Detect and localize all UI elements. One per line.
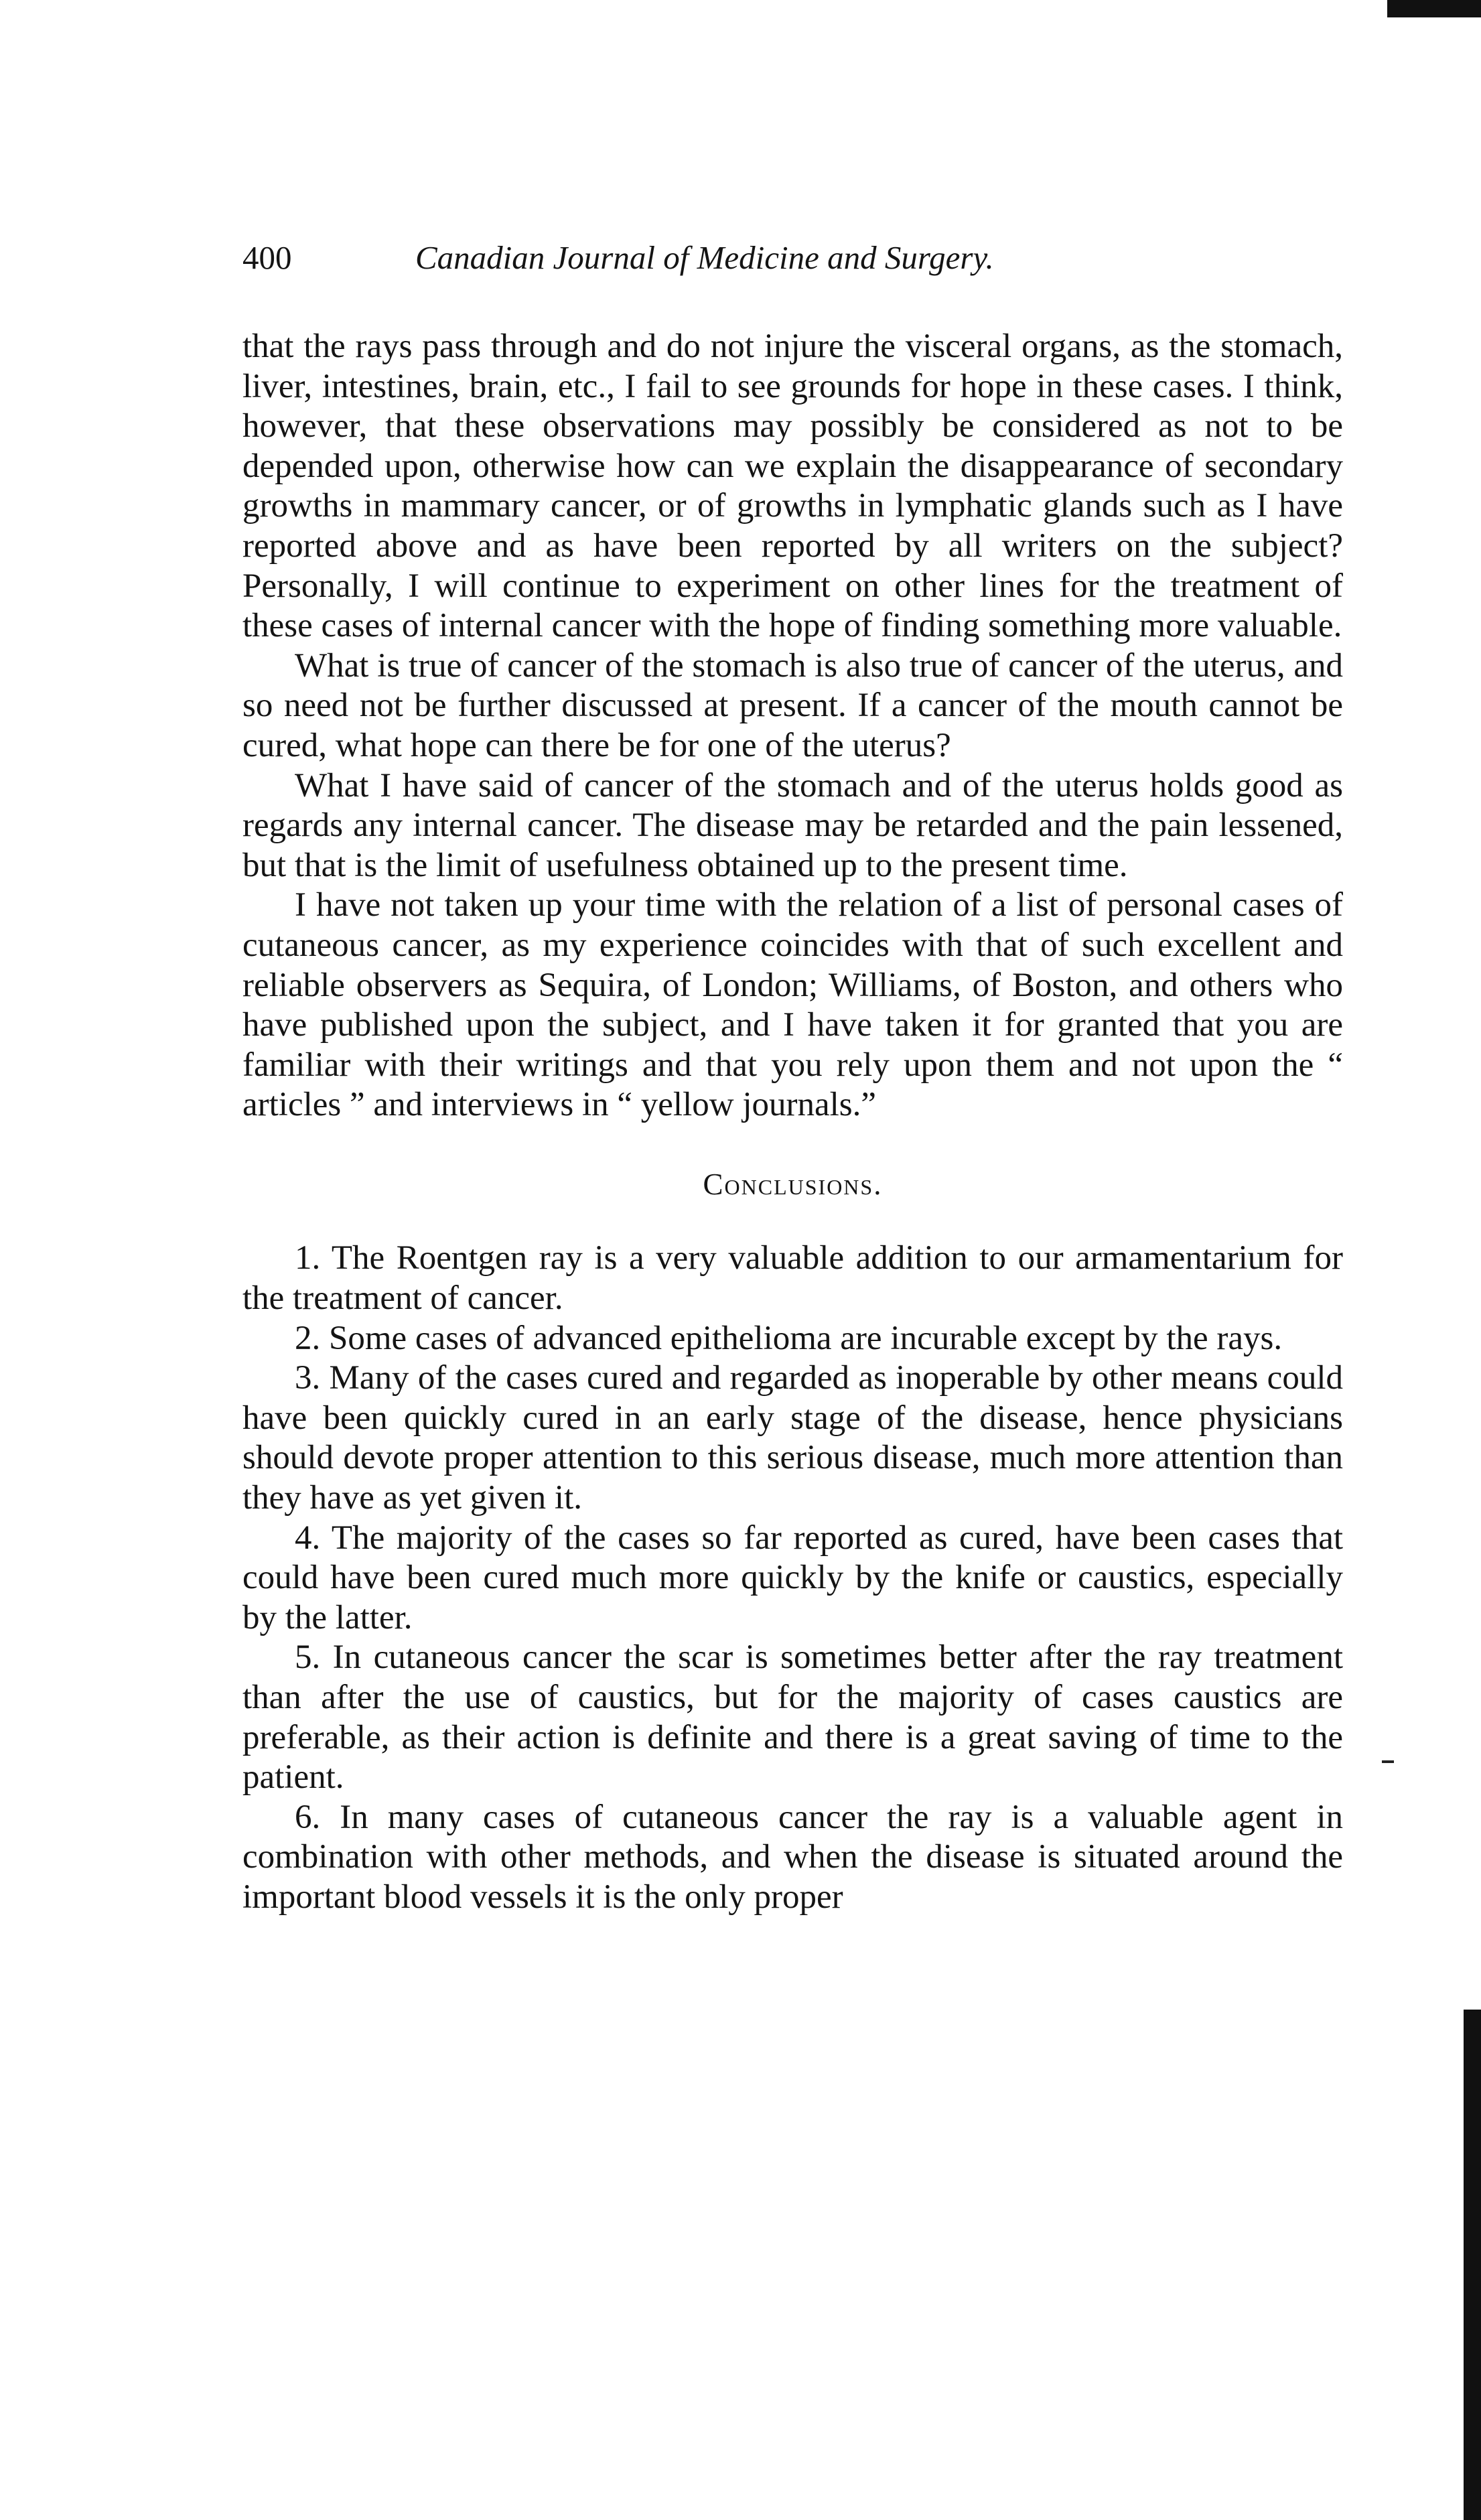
page-number: 400 [242,239,292,276]
document-page [242,238,1343,1918]
conclusion-item: 6. In many cases of cutaneous cancer the ray is a valuable agent in combination with other methods, and when the disease is situated around the important blood vessels it is the only proper [242,1798,1343,1916]
conclusion-item: 1. The Roentgen ray is a very valuable addition to our armamentarium for the treatment of cancer. [242,1239,1343,1318]
conclusion-item: 3. Many of the cases cured and regarded as inoperable by other means could have been quickly cured in an early stage of the disease, hence physicians should devote proper attention to this serious disease, much more attention than they have as yet given it. [242,1359,1343,1517]
running-head [242,238,1343,292]
body-paragraph: I have not taken up your time with the relation of a list of personal cases of cutaneous cancer, as my experience coincides with that of such excellent and reliable observers as Sequira, of London; Williams, of Boston, and others who have published upon the subject, and I have taken it for granted that you are familiar with their writings and that you rely upon them and not upon the “ articles ” and interviews in “ yellow journals.” [242,886,1343,1124]
conclusion-item: 4. The majority of the cases so far reported as cured, have been cases that could have been cured much more quickly by the knife or caustics, especially by the latter. [242,1519,1343,1636]
margin-mark [1382,1760,1394,1763]
conclusions-heading: Conclusions. [703,1167,883,1201]
scan-edge-shadow [1464,2010,1481,2520]
scan-edge-shadow-top [1387,0,1481,17]
conclusion-item: 5. In cutaneous cancer the scar is sometimes better after the ray treatment than after the use of caustics, but for the majority of cases caustics are preferable, as their action is definite and there is a great saving of time to the patient. [242,1638,1343,1797]
body-paragraph: What is true of cancer of the stomach is also true of cancer of the uterus, and so need not be further discussed at present. If a cancer of the mouth cannot be cured, what hope can there be for one of the uterus? [242,646,1343,764]
conclusion-item: 2. Some cases of advanced epithelioma are incurable except by the rays. [295,1319,1283,1357]
article-body [242,327,1343,1918]
journal-title: Canadian Journal of Medicine and Surgery. [415,239,994,276]
body-paragraph: What I have said of cancer of the stomach and of the uterus holds good as regards any internal cancer. The disease may be retarded and the pain lessened, but that is the limit of usefulness obtained up to the present time. [242,766,1343,884]
body-paragraph: that the rays pass through and do not injure the visceral organs, as the stomach, liver, intestines, brain, etc., I fail to see grounds for hope in these cases. I think, however, that these observations may possibly be considered as not to be depended upon, otherwise how can we explain the disappearance of secondary growths in mammary cancer, or of growths in lymphatic glands such as I have reported above and as have been reported by all writers on the subject? Personally, I will continue to experiment on other lines for the treatment of these cases of internal cancer with the hope of finding something more valuable. [242,328,1343,645]
